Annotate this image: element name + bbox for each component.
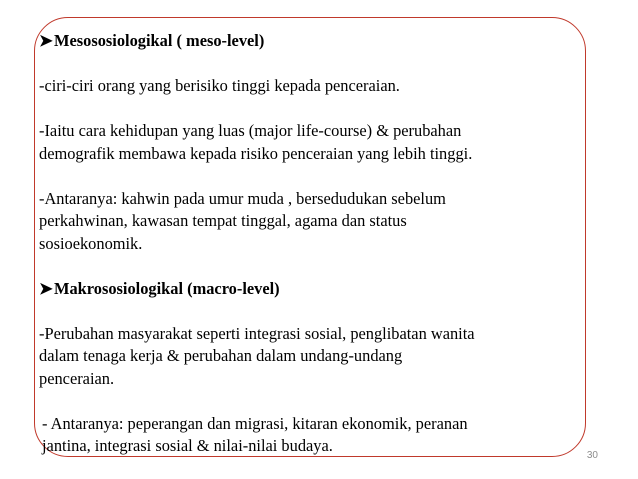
paragraph-line: demografik membawa kepada risiko penceraian yang lebih tinggi. [39, 143, 473, 163]
paragraph-line: -Antaranya: kahwin pada umur muda , bersedudukan sebelum [39, 188, 446, 208]
paragraph-line: -ciri-ciri orang yang berisiko tinggi kepada penceraian. [39, 76, 400, 95]
spacer [39, 300, 549, 323]
paragraph-line: -Iaitu cara kehidupan yang luas (major life-course) & perubahan [39, 121, 462, 140]
spacer [39, 390, 549, 413]
spacer [39, 53, 549, 76]
paragraph-line: - Antaranya: peperangan dan migrasi, kitaran ekonomik, peranan [42, 413, 468, 433]
heading-meso-level [39, 30, 549, 53]
arrow-bullet-icon: ➤ [39, 278, 53, 298]
slide-content [39, 30, 549, 458]
paragraph-line: -Perubahan masyarakat seperti integrasi sosial, penglibatan wanita [39, 323, 475, 343]
spacer [39, 255, 549, 278]
paragraph-line: penceraian. [39, 368, 115, 388]
paragraph-line: perkahwinan, kawasan tempat tinggal, agama dan status [39, 211, 407, 230]
paragraph-line: jantina, integrasi sosial & nilai-nilai budaya. [42, 436, 333, 455]
heading-macro-level [39, 278, 549, 301]
paragraph-line: sosioekonomik. [39, 233, 143, 253]
arrow-bullet-icon: ➤ [39, 31, 53, 50]
heading-macro-text: Makrososiologikal (macro-level) [54, 278, 280, 298]
page-number: 30 [586, 450, 598, 461]
spacer [39, 165, 549, 188]
heading-meso-text: Mesososiologikal ( meso-level) [54, 31, 265, 50]
spacer [39, 98, 549, 121]
paragraph-line: dalam tenaga kerja & perubahan dalam undang-undang [39, 346, 403, 365]
